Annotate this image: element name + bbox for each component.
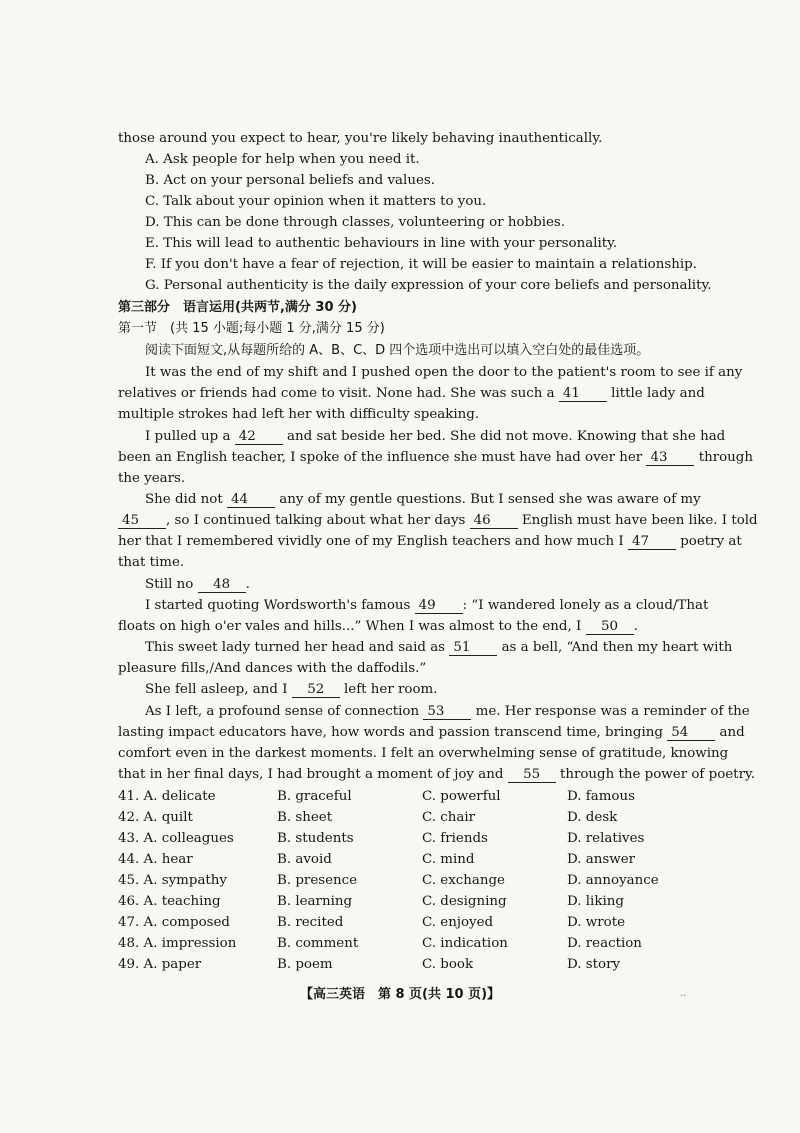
option-a: A. Ask people for help when you need it. [145,152,420,167]
passage-line: 45 , so I continued talking about what her days 46 English must have been like. I told [118,510,690,531]
passage-line: pleasure fills,/And dances with the daffodils.” [118,661,427,676]
section-part-title: 第三部分 语言运用(共两节,满分 30 分) [118,300,357,315]
passage-line: those around you expect to hear, you're likely behaving inauthentically. [118,131,603,146]
corner-dots: .. [680,988,687,999]
passage-line: She fell asleep, and I 52 left her room. [145,682,438,697]
question-49: 49. A. paper B. poem C. book D. story [118,957,621,972]
passage-line: lasting impact educators have, how words and passion transcend time, bringing 54 and [118,725,745,740]
option-g: G. Personal authenticity is the daily expression of your core beliefs and personality. [145,278,712,293]
option-b: B. Act on your personal beliefs and values. [145,173,436,188]
blank-54: 54 [667,725,715,741]
question-46: 46. A. teaching B. learning C. designing D. liking [118,894,624,909]
question-44: 44. A. hear B. avoid C. mind D. answer [118,852,636,867]
question-43: 43. A. colleagues B. students C. friends D. relatives [118,831,645,846]
blank-48: 48 [198,577,246,593]
option-f: F. If you don't have a fear of rejection, it will be easier to maintain a relationship. [145,257,697,272]
option-d: D. This can be done through classes, volunteering or hobbies. [145,215,566,230]
question-42: 42. A. quilt B. sheet C. chair D. desk [118,810,618,825]
blank-41: 41 [559,386,607,402]
blank-49: 49 [415,598,463,614]
blank-44: 44 [227,492,275,508]
passage-line: comfort even in the darkest moments. I felt an overwhelming sense of gratitude, knowing [118,746,729,761]
passage-line: It was the end of my shift and I pushed open the door to the patient's room to see if any [145,365,743,380]
question-45: 45. A. sympathy B. presence C. exchange D. annoyance [118,873,659,888]
option-c: C. Talk about your opinion when it matters to you. [145,194,487,209]
blank-45: 45 [118,513,166,529]
option-e: E. This will lead to authentic behaviours in line with your personality. [145,236,618,251]
passage-line: that in her final days, I had brought a moment of joy and 55 through the power of poetry. [118,767,756,782]
passage-line: multiple strokes had left her with difficulty speaking. [118,407,480,422]
passage-line: floats on high o'er vales and hills...” When I was almost to the end, I 50 . [118,619,638,634]
section-instruction: 阅读下面短文,从每题所给的 A、B、C、D 四个选项中选出可以填入空白处的最佳选项。 [145,343,650,358]
passage-line: that time. [118,555,185,570]
section-sub-title: 第一节 (共 15 小题;每小题 1 分,满分 15 分) [118,321,385,336]
blank-50: 50 [586,619,634,635]
passage-line: I pulled up a 42 and sat beside her bed. She did not move. Knowing that she had [145,429,726,444]
blank-43: 43 [646,450,694,466]
blank-47: 47 [628,534,676,550]
blank-51: 51 [449,640,497,656]
blank-53: 53 [423,704,471,720]
question-41: 41. A. delicate B. graceful C. powerful D. famous [118,789,635,804]
passage-line: been an English teacher, I spoke of the influence she must have had over her 43 through [118,450,753,465]
blank-52: 52 [292,682,340,698]
page-footer: 【高三英语 第 8 页(共 10 页)】 [299,987,501,1002]
question-47: 47. A. composed B. recited C. enjoyed D. wrote [118,915,626,930]
question-48: 48. A. impression B. comment C. indication D. reaction [118,936,642,951]
blank-46: 46 [470,513,518,529]
passage-line: Still no 48 . [145,577,250,592]
passage-line: She did not 44 any of my gentle questions. But I sensed she was aware of my [145,492,701,507]
blank-55: 55 [508,767,556,783]
passage-line: her that I remembered vividly one of my English teachers and how much I 47 poetry at [118,534,742,549]
passage-line: This sweet lady turned her head and said as 51 as a bell, “And then my heart with [145,640,733,655]
passage-line: relatives or friends had come to visit. None had. She was such a 41 little lady and [118,386,705,401]
blank-42: 42 [235,429,283,445]
passage-line: the years. [118,471,186,486]
passage-line: As I left, a profound sense of connection 53 me. Her response was a reminder of the [145,704,750,719]
passage-line: I started quoting Wordsworth's famous 49 : “I wandered lonely as a cloud/That [145,598,709,613]
